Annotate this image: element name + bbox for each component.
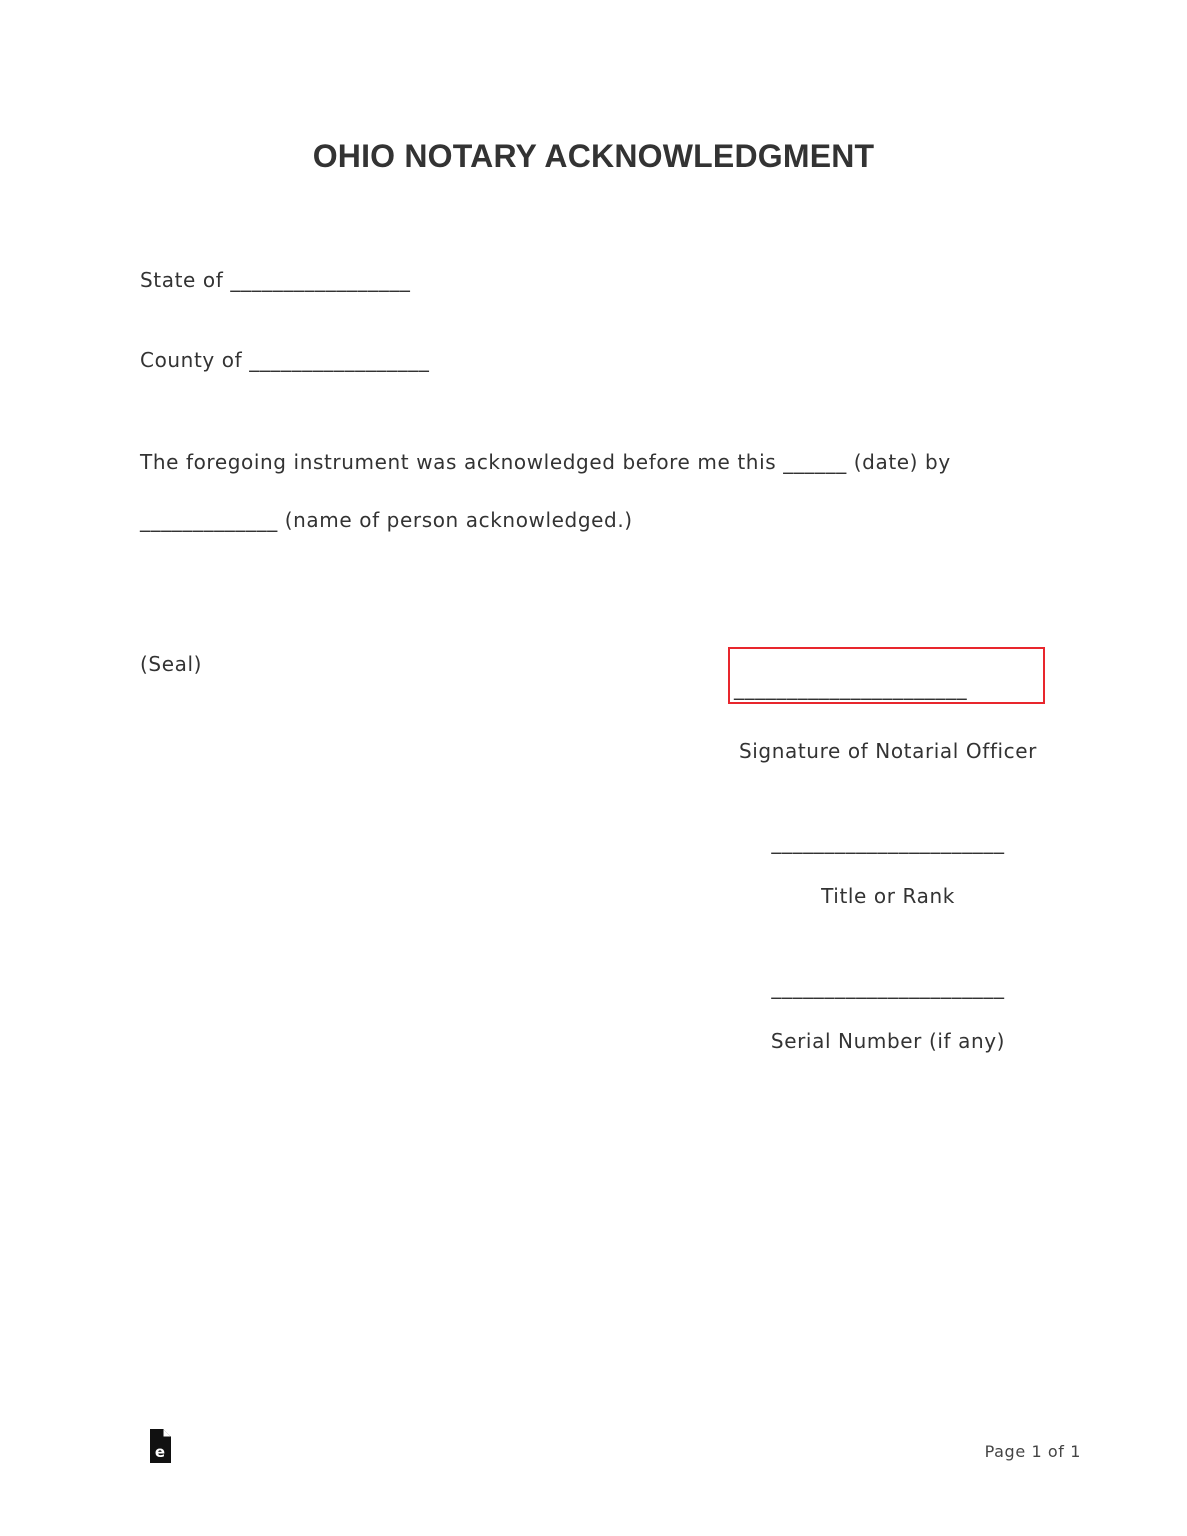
serial-number-blank-line[interactable]: ______________________ xyxy=(771,975,1005,999)
county-of-line: County of _________________ xyxy=(140,348,430,372)
signature-blank-line: ______________________ xyxy=(734,676,968,700)
seal-label: (Seal) xyxy=(140,652,203,676)
title-or-rank-caption: Title or Rank xyxy=(821,884,955,908)
state-of-line: State of _________________ xyxy=(140,268,411,292)
document-title: OHIO NOTARY ACKNOWLEDGMENT xyxy=(312,138,875,174)
signature-caption: Signature of Notarial Officer xyxy=(738,739,1038,763)
acknowledgment-sentence-line-1: The foregoing instrument was acknowledged before me this ______ (date) by xyxy=(140,450,951,474)
eforms-logo-icon xyxy=(148,1428,172,1464)
signature-field[interactable] xyxy=(728,647,1045,704)
title-or-rank-blank-line[interactable]: ______________________ xyxy=(771,830,1005,854)
acknowledgment-sentence-line-2: _____________ (name of person acknowledged.) xyxy=(140,508,633,532)
serial-number-caption: Serial Number (if any) xyxy=(770,1029,1006,1053)
svg-text:e: e xyxy=(154,1443,166,1461)
page-number: Page 1 of 1 xyxy=(984,1442,1081,1461)
